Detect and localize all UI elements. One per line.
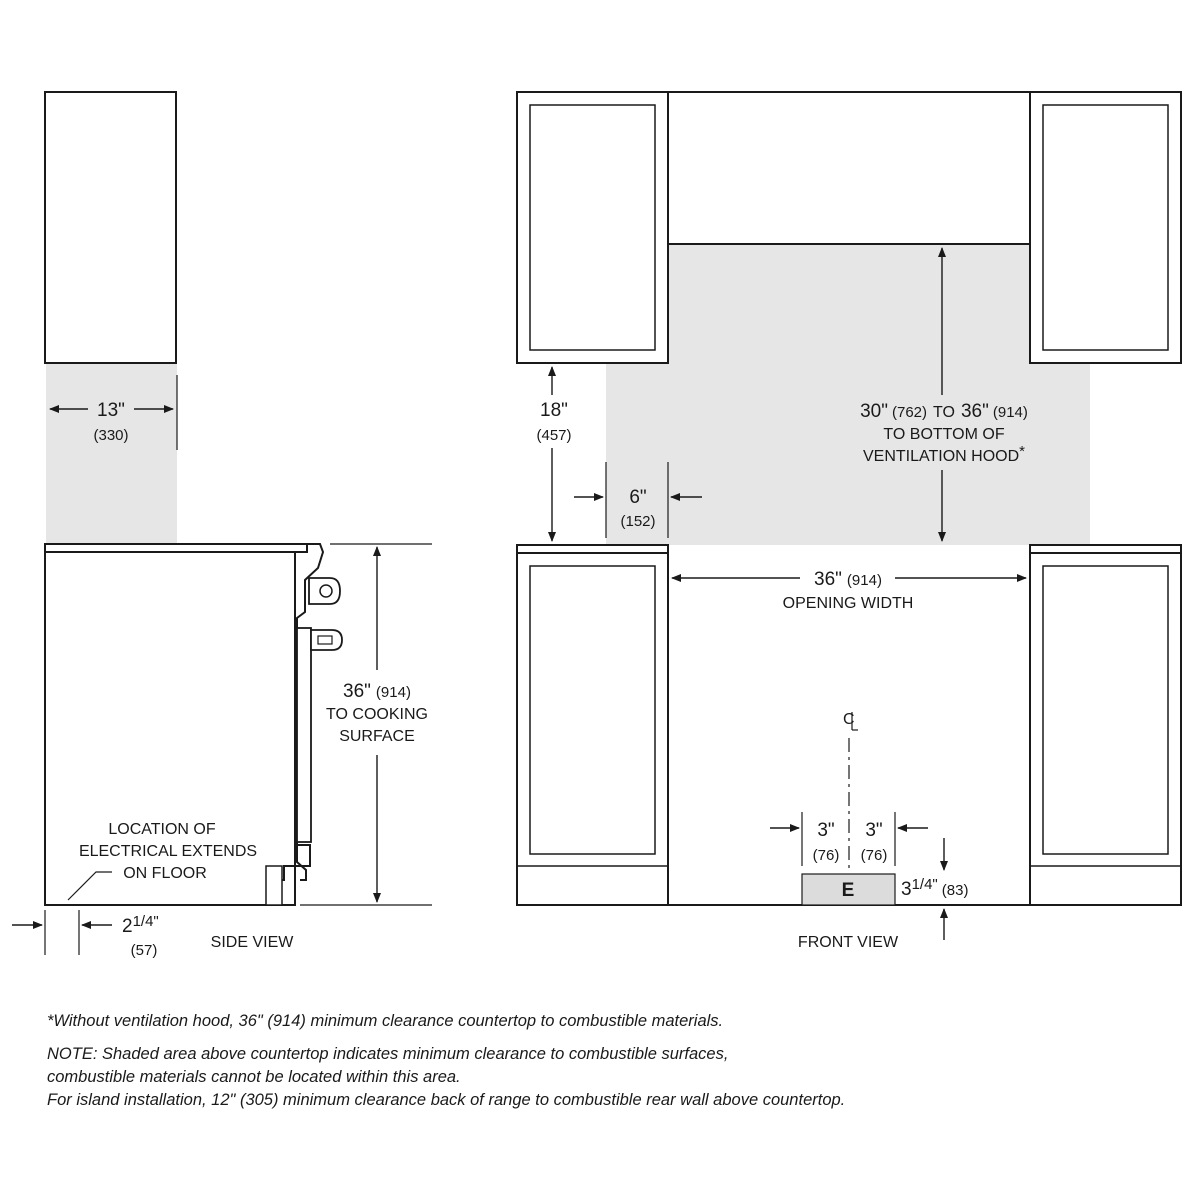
note-line-1: *Without ventilation hood, 36" (914) minimum clearance countertop to combustible materials.: [47, 1012, 724, 1030]
side-13-mm: (330): [93, 427, 129, 444]
knob-icon: [309, 578, 340, 604]
centerline-c: C: [843, 711, 855, 728]
e-3b-label: 3": [865, 820, 883, 841]
elec-line2: ELECTRICAL EXTENDS: [78, 843, 258, 860]
e-3a-mm: (76): [812, 847, 840, 864]
note-line-2: NOTE: Shaded area above countertop indicates minimum clearance to combustible surfaces,: [47, 1045, 729, 1063]
opening-label: 36" (914): [814, 569, 882, 590]
front-view-title: FRONT VIEW: [797, 934, 899, 951]
side-36-label: 36" (914): [343, 681, 411, 702]
range-toe: [266, 866, 282, 905]
side-cook-line2: SURFACE: [339, 728, 415, 745]
elec-line3: ON FLOOR: [123, 865, 207, 882]
side-cook-line1: TO COOKING: [326, 706, 428, 723]
upper-cabinet-right: [1030, 92, 1181, 363]
side-view-title: SIDE VIEW: [210, 934, 294, 951]
side-view: [12, 92, 432, 959]
side-214-mm: (57): [130, 942, 158, 959]
hood-clearance-shade: [668, 244, 1030, 364]
e-3a-label: 3": [817, 820, 835, 841]
side-214-label: 21/4": [122, 913, 159, 937]
front-18-mm: (457): [536, 427, 572, 444]
hood-label-line2: TO BOTTOM OF: [883, 426, 1005, 443]
e-314-label: 31/4" (83): [901, 876, 969, 900]
ventilation-hood: [668, 92, 1030, 244]
side-countertop: [45, 544, 307, 552]
oven-door: [297, 628, 311, 842]
side-upper-cabinet: [45, 92, 176, 363]
centerline-symbol: [843, 711, 858, 730]
side-clearance-shade: [46, 363, 177, 545]
lower-cabinet-left: [517, 553, 668, 905]
elec-line1: LOCATION OF: [108, 821, 216, 838]
opening-label-line2: OPENING WIDTH: [782, 595, 914, 612]
electrical-box-label: E: [841, 880, 855, 901]
note-line-4: For island installation, 12" (305) minimum clearance back of range to combustible rear wall above countertop.: [47, 1091, 846, 1109]
hood-label-line1: 30" (762) TO 36" (914): [860, 401, 1028, 422]
front-18-label: 18": [540, 400, 568, 421]
front-view: [517, 92, 1181, 951]
front-6-label: 6": [629, 487, 647, 508]
front-6-mm: (152): [620, 513, 656, 530]
lower-cabinet-right: [1030, 553, 1181, 905]
upper-cabinet-left: [517, 92, 668, 363]
counter-left: [517, 545, 668, 553]
side-13-label: 13": [97, 400, 125, 421]
notes: [47, 1010, 1167, 1112]
counter-right: [1030, 545, 1181, 553]
note-line-3: combustible materials cannot be located within this area.: [47, 1068, 461, 1086]
hood-label-line3: VENTILATION HOOD*: [862, 443, 1026, 465]
e-3b-mm: (76): [860, 847, 888, 864]
handle-icon: [311, 630, 342, 650]
